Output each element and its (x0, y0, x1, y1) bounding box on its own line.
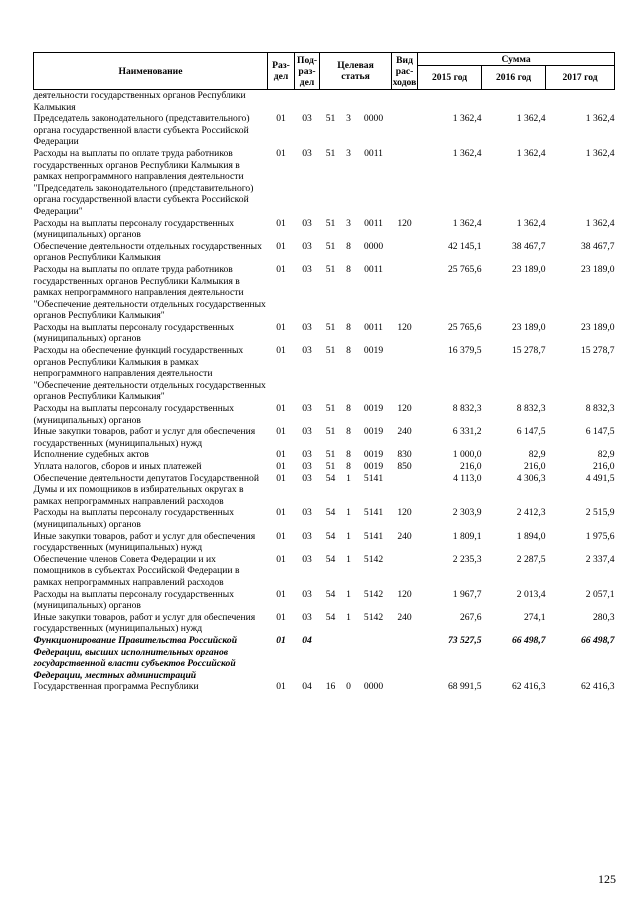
cell-2015: 42 145,1 (447, 240, 482, 252)
cell-target-b: 0 (346, 681, 351, 693)
budget-table (33, 52, 615, 693)
cell-podrazdel: 03 (302, 147, 312, 159)
cell-target-c: 5141 (363, 507, 384, 519)
cell-2015: 2 303,9 (452, 507, 482, 519)
cell-razdel: 01 (276, 553, 286, 565)
cell-target-b: 1 (346, 472, 351, 484)
cell-target-c: 0011 (364, 217, 383, 229)
cell-vid: 120 (397, 217, 412, 229)
cell-2016 (482, 90, 546, 114)
cell-2016: 1 362,4 (516, 217, 546, 229)
cell-2017: 1 362,4 (585, 217, 615, 229)
header-name: Наименование (34, 53, 268, 90)
cell-podrazdel: 04 (302, 634, 312, 646)
cell-2016: 1 362,4 (516, 113, 546, 125)
cell-razdel: 01 (276, 611, 286, 623)
cell-target-c: 0000 (363, 113, 384, 125)
cell-razdel: 01 (276, 634, 286, 646)
table-row (34, 90, 615, 114)
table-row (34, 507, 615, 530)
cell-podrazdel: 03 (302, 217, 312, 229)
cell-podrazdel: 03 (302, 263, 312, 275)
table-row (34, 681, 615, 693)
cell-target-c: 0000 (363, 240, 384, 252)
cell-2015: 1 362,4 (452, 217, 482, 229)
cell-2015: 1 000,0 (452, 449, 482, 461)
cell-vid (392, 635, 418, 681)
cell-podrazdel (295, 90, 320, 114)
cell-2016: 2 013,4 (516, 588, 546, 600)
cell-vid (392, 264, 418, 322)
cell-2015: 4 113,0 (453, 472, 482, 484)
cell-name: Расходы на выплаты по оплате труда работников государственных органов Республики Калмыкия в рамках непрограммного направления деятельности "Обеспечение деятельности отдельных государственных органов Республики Калмыкия" (33, 263, 266, 322)
cell-target-c: 0011 (364, 263, 383, 275)
cell-target-b (342, 90, 356, 114)
cell-2017: 8 832,3 (585, 403, 615, 415)
cell-target-a: 51 (325, 345, 336, 357)
cell-2016: 274,1 (523, 611, 546, 623)
cell-vid (392, 345, 418, 403)
page-number: 125 (598, 872, 616, 886)
cell-target-c (356, 635, 392, 681)
cell-razdel: 01 (276, 321, 286, 333)
cell-2017: 6 147,5 (585, 426, 615, 438)
cell-target-a: 51 (325, 321, 336, 333)
cell-2015: 8 832,3 (452, 403, 482, 415)
cell-podrazdel: 03 (302, 403, 312, 415)
cell-target-b: 1 (346, 611, 351, 623)
cell-name: Расходы на выплаты персоналу государственных (муниципальных) органов (33, 507, 235, 530)
table-row (34, 554, 615, 589)
cell-2016: 4 306,3 (516, 472, 546, 484)
cell-2016: 1 894,0 (516, 530, 546, 542)
header-summa: Сумма (418, 53, 615, 66)
cell-podrazdel: 03 (302, 240, 312, 252)
cell-name: Расходы на обеспечение функций государственных органов Республики Калмыкия в рамках непрограммного направления деятельности "Обеспечение деятельности отдельных государственных органов Республики Калмыкия" (33, 345, 266, 403)
table-row (34, 148, 615, 218)
cell-podrazdel: 03 (302, 507, 312, 519)
cell-razdel: 01 (276, 449, 286, 461)
cell-target-b: 8 (346, 426, 351, 438)
cell-2016: 15 278,7 (511, 345, 546, 357)
cell-name: Расходы на выплаты персоналу государственных (муниципальных) органов (33, 588, 235, 612)
cell-target-a: 54 (325, 530, 336, 542)
cell-target-b: 3 (346, 113, 351, 125)
cell-target-b: 8 (346, 321, 351, 333)
cell-target-c (356, 90, 392, 114)
cell-2016: 1 362,4 (516, 147, 546, 159)
table-row (34, 635, 615, 681)
cell-2015: 16 379,5 (447, 345, 482, 357)
cell-razdel: 01 (276, 240, 286, 252)
cell-2015: 216,0 (459, 461, 482, 472)
cell-name: деятельности государственных органов Республики Калмыкия (33, 90, 246, 113)
header-2016: 2016 год (482, 66, 546, 90)
cell-target-c: 5142 (363, 553, 384, 565)
cell-name: Расходы на выплаты по оплате труда работников государственных органов Республики Калмыкия в рамках непрограммного направления деятельности "Председатель законодательного (представительного) органа государственной власти субъекта Российской Федерации" (33, 147, 254, 217)
cell-target-a: 51 (325, 403, 336, 415)
cell-razdel: 01 (276, 530, 286, 542)
cell-2017: 2 057,1 (585, 588, 615, 600)
cell-2016: 38 467,7 (511, 240, 546, 252)
cell-target-c: 0019 (363, 345, 384, 357)
cell-podrazdel: 03 (302, 553, 312, 565)
header-vid: Вид рас- ходов (392, 54, 417, 88)
cell-vid: 240 (397, 611, 412, 623)
cell-target-a: 54 (325, 611, 336, 623)
cell-name: Функционирование Правительства Российской Федерации, высших исполнительных органов государственной власти субъектов Российской Федерации, местных администраций (33, 634, 238, 681)
cell-2015: 68 991,5 (447, 681, 482, 693)
cell-name: Уплата налогов, сборов и иных платежей (33, 461, 202, 472)
cell-target-b: 8 (346, 345, 351, 357)
cell-target-c: 0019 (363, 426, 384, 438)
cell-vid (392, 241, 418, 264)
cell-target-c: 0000 (363, 681, 384, 693)
cell-2016: 216,0 (523, 461, 546, 472)
table-row (34, 241, 615, 264)
cell-razdel: 01 (276, 147, 286, 159)
cell-2017: 62 416,3 (580, 681, 615, 693)
cell-target-b: 8 (346, 263, 351, 275)
cell-target-a: 54 (325, 472, 336, 484)
cell-target-a (320, 90, 342, 114)
cell-target-a: 51 (325, 113, 336, 125)
cell-2017: 66 498,7 (580, 634, 615, 646)
header-2015: 2015 год (418, 66, 482, 90)
cell-target-a (320, 635, 342, 681)
cell-podrazdel: 03 (302, 345, 312, 357)
header-razdel: Раз- дел (268, 53, 295, 90)
cell-name: Председатель законодательного (представительного) органа государственной власти субъекта Российской Федерации (33, 113, 250, 148)
cell-2017: 4 491,5 (585, 472, 615, 484)
cell-name: Расходы на выплаты персоналу государственных (муниципальных) органов (33, 321, 235, 345)
table-row (34, 449, 615, 461)
cell-2017: 1 362,4 (585, 113, 615, 125)
cell-name: Обеспечение деятельности депутатов Государственной Думы и их помощников в избирательных округах в рамках непрограммных направлений расходов (33, 472, 259, 507)
cell-target-c: 0019 (363, 449, 384, 461)
cell-vid (392, 473, 418, 508)
cell-target-b: 1 (346, 530, 351, 542)
cell-target-c: 0019 (363, 403, 384, 415)
cell-target-b: 3 (346, 147, 351, 159)
cell-2017: 280,3 (592, 611, 615, 623)
cell-vid (392, 148, 418, 218)
cell-razdel: 01 (276, 113, 286, 125)
header-celevaya: Целевая статья (320, 53, 392, 90)
cell-2015: 73 527,5 (447, 634, 482, 646)
cell-2017: 23 189,0 (580, 321, 615, 333)
cell-vid (392, 554, 418, 589)
cell-razdel: 01 (276, 507, 286, 519)
table-row (34, 461, 615, 473)
table-row (34, 345, 615, 403)
cell-2016: 23 189,0 (511, 321, 546, 333)
cell-target-b: 8 (346, 403, 351, 415)
table-row (34, 322, 615, 345)
cell-target-a: 51 (325, 426, 336, 438)
cell-podrazdel: 03 (302, 588, 312, 600)
cell-vid (392, 113, 418, 148)
cell-target-a: 51 (325, 263, 336, 275)
table-row (34, 531, 615, 554)
cell-target-b (342, 635, 356, 681)
cell-2016: 66 498,7 (511, 634, 546, 646)
cell-podrazdel: 03 (302, 449, 312, 461)
cell-target-a: 16 (325, 681, 336, 693)
cell-podrazdel: 03 (302, 530, 312, 542)
cell-razdel: 01 (276, 263, 286, 275)
cell-2015: 25 765,6 (447, 321, 482, 333)
cell-name: Иные закупки товаров, работ и услуг для обеспечения государственных (муниципальных) нужд (33, 530, 256, 554)
cell-name: Исполнение судебных актов (33, 449, 149, 461)
cell-name: Иные закупки товаров, работ и услуг для обеспечения государственных (муниципальных) нужд (33, 611, 256, 635)
cell-razdel: 01 (276, 472, 286, 484)
cell-target-c: 0019 (363, 461, 384, 472)
cell-razdel: 01 (276, 403, 286, 415)
cell-2016: 23 189,0 (511, 263, 546, 275)
cell-vid: 240 (397, 426, 412, 438)
table-row (34, 264, 615, 322)
cell-2017: 1 975,6 (585, 530, 615, 542)
cell-name: Обеспечение членов Совета Федерации и их помощников в субъектах Российской Федерации в рамках непрограммных направлений расходов (33, 553, 240, 588)
header-podrazdel: Под- раз- дел (295, 53, 320, 90)
table-row (34, 589, 615, 612)
cell-razdel: 01 (276, 426, 286, 438)
table-row (34, 473, 615, 508)
cell-2017: 1 362,4 (585, 147, 615, 159)
cell-2016: 2 412,3 (516, 507, 546, 519)
cell-target-b: 1 (346, 553, 351, 565)
cell-vid: 120 (397, 321, 412, 333)
cell-target-a: 51 (325, 217, 336, 229)
cell-2016: 8 832,3 (516, 403, 546, 415)
table-header (34, 53, 615, 90)
cell-name: Расходы на выплаты персоналу государственных (муниципальных) органов (33, 403, 235, 426)
cell-2015: 1 809,1 (452, 530, 482, 542)
cell-vid (392, 681, 418, 693)
cell-razdel: 01 (276, 345, 286, 357)
cell-2017: 2 515,9 (585, 507, 615, 519)
cell-2015: 1 362,4 (452, 147, 482, 159)
cell-2015: 1 362,4 (452, 113, 482, 125)
cell-podrazdel: 03 (302, 426, 312, 438)
cell-2015: 1 967,7 (452, 588, 482, 600)
table-row (34, 218, 615, 241)
cell-target-b: 1 (346, 507, 351, 519)
cell-2015: 25 765,6 (447, 263, 482, 275)
cell-2017: 23 189,0 (580, 263, 615, 275)
cell-2016: 2 287,5 (516, 553, 546, 565)
cell-2016: 62 416,3 (511, 681, 546, 693)
cell-2015: 267,6 (459, 611, 482, 623)
table-row (34, 426, 615, 449)
cell-razdel: 01 (276, 217, 286, 229)
cell-2015 (418, 90, 482, 114)
cell-vid (392, 90, 418, 114)
cell-podrazdel: 03 (302, 461, 312, 472)
cell-2017: 216,0 (592, 461, 615, 472)
cell-name: Обеспечение деятельности отдельных государственных органов Республики Калмыкия (33, 240, 262, 264)
cell-vid: 830 (397, 449, 412, 461)
cell-podrazdel: 03 (302, 611, 312, 623)
cell-razdel (268, 90, 295, 114)
cell-target-c: 5141 (363, 530, 384, 542)
cell-vid: 120 (397, 403, 412, 415)
cell-target-c: 0011 (364, 321, 383, 333)
cell-2017: 38 467,7 (580, 240, 615, 252)
cell-target-c: 5142 (363, 588, 384, 600)
cell-vid: 240 (397, 530, 412, 542)
cell-target-b: 8 (346, 449, 351, 461)
cell-target-c: 0011 (364, 147, 383, 159)
cell-target-b: 1 (346, 588, 351, 600)
cell-name: Иные закупки товаров, работ и услуг для обеспечения государственных (муниципальных) нужд (33, 426, 256, 449)
header-2017: 2017 год (546, 66, 615, 90)
cell-vid: 120 (397, 507, 412, 519)
cell-2017: 15 278,7 (580, 345, 615, 357)
cell-target-a: 51 (325, 461, 336, 472)
cell-podrazdel: 03 (302, 113, 312, 125)
cell-razdel: 01 (276, 681, 286, 693)
cell-vid: 120 (397, 588, 412, 600)
cell-razdel: 01 (276, 461, 286, 472)
cell-2016: 82,9 (528, 449, 546, 461)
cell-2017: 2 337,4 (585, 553, 615, 565)
cell-target-b: 8 (346, 240, 351, 252)
cell-2017: 82,9 (597, 449, 615, 461)
cell-podrazdel: 03 (302, 472, 312, 484)
cell-vid: 850 (397, 461, 412, 472)
cell-razdel: 01 (276, 588, 286, 600)
table-row (34, 113, 615, 148)
cell-target-a: 51 (325, 147, 336, 159)
cell-podrazdel: 03 (302, 321, 312, 333)
cell-name: Государственная программа Республики (33, 681, 199, 693)
cell-2015: 6 331,2 (452, 426, 482, 438)
cell-target-a: 54 (325, 553, 336, 565)
cell-target-a: 51 (325, 240, 336, 252)
cell-podrazdel: 04 (302, 681, 312, 693)
table-row (34, 403, 615, 426)
cell-2017 (546, 90, 615, 114)
table-row (34, 612, 615, 635)
cell-target-c: 5142 (363, 611, 384, 623)
cell-name: Расходы на выплаты персоналу государственных (муниципальных) органов (33, 217, 235, 241)
cell-target-a: 54 (325, 507, 336, 519)
cell-2016: 6 147,5 (516, 426, 546, 438)
cell-target-b: 3 (346, 217, 351, 229)
cell-target-b: 8 (346, 461, 351, 472)
cell-target-c: 5141 (363, 472, 384, 484)
table-body (34, 90, 615, 693)
cell-2015: 2 235,3 (452, 553, 482, 565)
cell-target-a: 54 (325, 588, 336, 600)
cell-target-a: 51 (325, 449, 336, 461)
